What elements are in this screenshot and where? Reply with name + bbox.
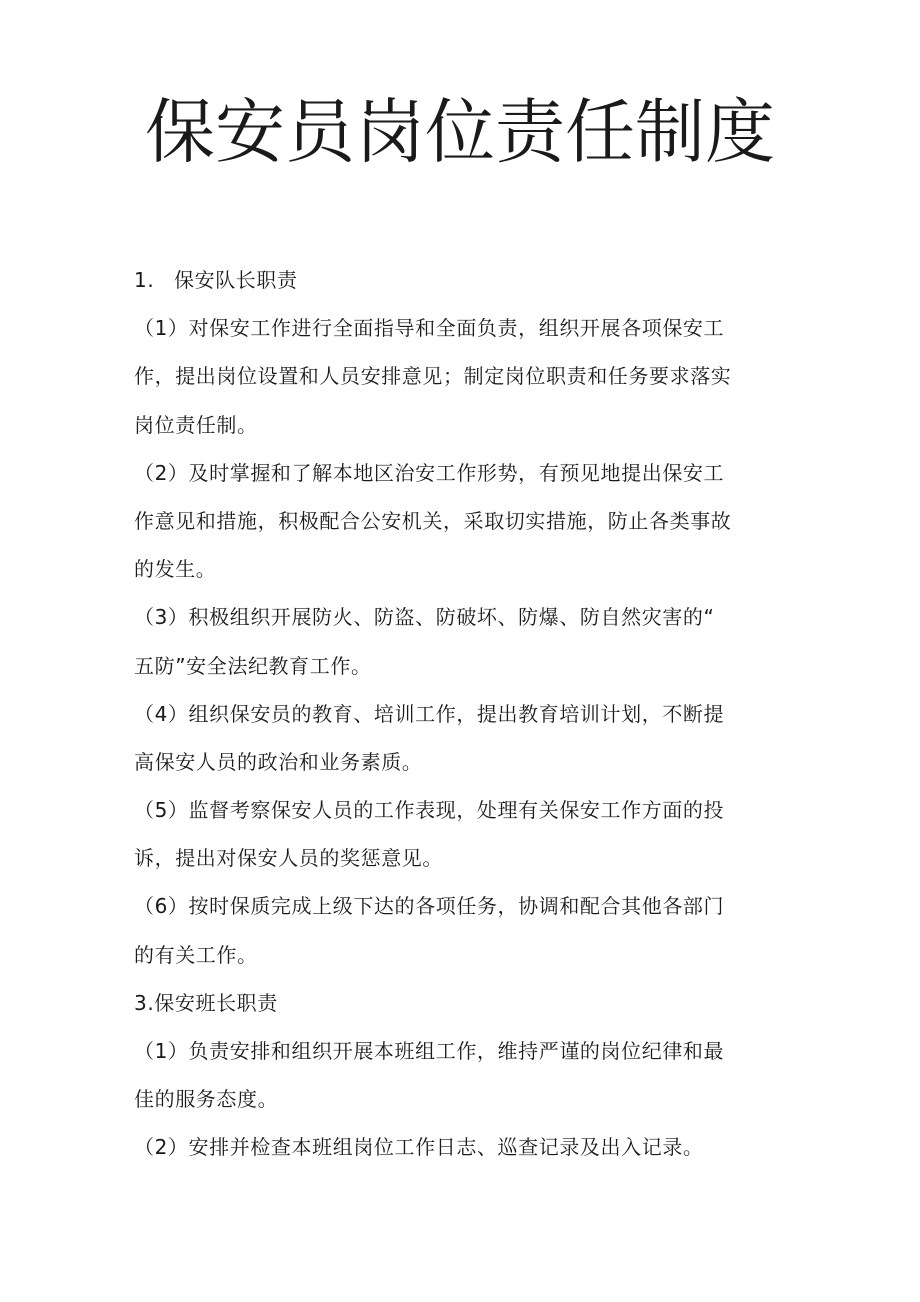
section-heading [134, 256, 794, 304]
paragraph-line: 岗位责任制。 [134, 412, 258, 437]
paragraph-line: 作，提出岗位设置和人员安排意见；制定岗位职责和任务要求落实 [134, 364, 732, 389]
paragraph-line: （5）监督考察保安人员的工作表现，处理有关保安工作方面的投 [134, 798, 725, 823]
paragraph-line: （2）及时掌握和了解本地区治安工作形势，有预见地提出保安工 [134, 460, 725, 485]
paragraph-line: 高保安人员的政治和业务素质。 [134, 749, 423, 774]
section-number: 1. [134, 268, 155, 292]
paragraph-line: 的发生。 [134, 557, 217, 582]
document-title: 保安员岗位责任制度 [145, 91, 775, 173]
document-body [134, 256, 794, 1172]
paragraph-line: 的有关工作。 [134, 942, 258, 967]
paragraph-line: （1）负责安排和组织开展本班组工作，维持严谨的岗位纪律和最 [134, 1039, 725, 1063]
paragraph-line: （2）安排并检查本班组岗位工作日志、巡查记录及出入记录。 [134, 1135, 704, 1160]
paragraph-line: 佳的服务态度。 [134, 1087, 279, 1112]
paragraph-line: （4）组织保安员的教育、培训工作，提出教育培训计划，不断提 [134, 701, 725, 726]
paragraph-line: （6）按时保质完成上级下达的各项任务，协调和配合其他各部门 [134, 894, 725, 919]
paragraph-line: （3）积极组织开展防火、防盗、防破坏、防爆、防自然灾害的“ [134, 605, 715, 630]
paragraph-line: 五防”安全法纪教育工作。 [134, 653, 372, 678]
section-heading: 3.保安班长职责 [134, 990, 278, 1015]
paragraph-line: 作意见和措施，积极配合公安机关，采取切实措施，防止各类事故 [134, 508, 732, 533]
paragraph-line: （1）对保安工作进行全面指导和全面负责，组织开展各项保安工 [134, 316, 725, 341]
section-heading-text: 保安队长职责 [174, 268, 298, 292]
paragraph-line: 诉，提出对保安人员的奖惩意见。 [134, 846, 443, 871]
